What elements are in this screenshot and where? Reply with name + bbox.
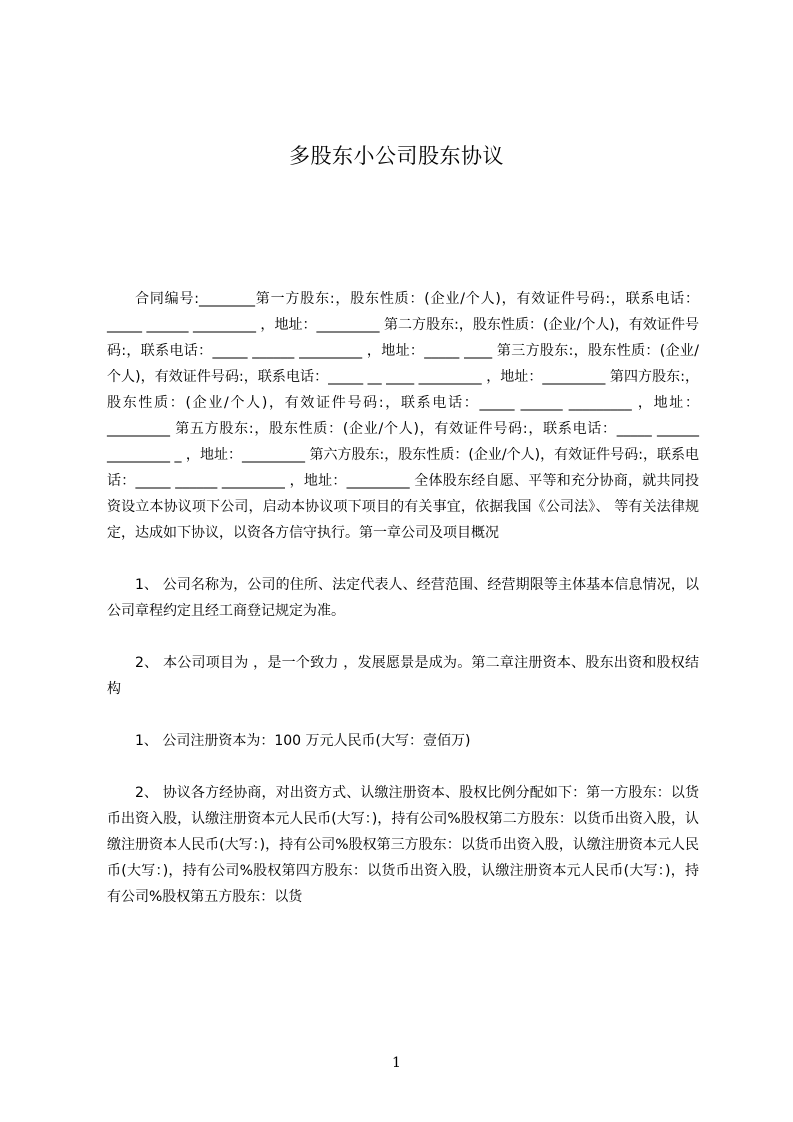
paragraph-project: 2、 本公司项目为 ，是一个致力 ，发展愿景是成为。第二章注册资本、股东出资和股权结构	[107, 655, 699, 697]
paragraph-parties: 合同编号:________第一方股东:，股东性质：(企业/个人)，有效证件号码:，联系电话：_____ ______ _________ ，地址：_________ 第二方股东:，股东性质：(企业/个人)，有效证件号码:，联系电话：_____ ______ _________ ，地址：_____ ____ 第三方股东:，股东性质：(企业/个人)，有效证件号码:，联系电话：_____ __ ____ _________ ，地址：_________ 第四方股东:，股东性质：(企业/个人)，有效证件号码:，联系电话：_____ ______ _________ ，地址：_________ 第五方股东:，股东性质：(企业/个人)，有效证件号码:，联系电话：_____ ______ _________ _ ，地址：_________ 第六方股东:，股东性质：(企业/个人)，有效证件号码:，联系电话：_____ ______ _________ ，地址：_________ 全体股东经自愿、平等和充分协商，就共同投资设立本协议项下公司，启动本协议项下项目的有关事宜，依据我国《公司法》、 等有关法律规定，达成如下协议，以资各方信守执行。第一章公司及项目概况	[107, 291, 699, 541]
page-number: 1	[392, 1055, 401, 1071]
paragraph-company-name: 1、 公司名称为，公司的住所、法定代表人、经营范围、经营期限等主体基本信息情况，以公司章程约定且经工商登记规定为准。	[107, 577, 699, 619]
document-title: 多股东小公司股东协议	[289, 144, 504, 168]
document-body	[107, 286, 699, 910]
paragraph-capital-contribution: 2、 协议各方经协商，对出资方式、认缴注册资本、股权比例分配如下：第一方股东：以货币出资入股，认缴注册资本元人民币(大写：)，持有公司%股权第二方股东：以货币出资入股，认缴注册资本人民币(大写：)，持有公司%股权第三方股东：以货币出资入股，认缴注册资本元人民币(大写：)，持有公司%股权第四方股东：以货币出资入股，认缴注册资本元人民币(大写：)，持有公司%股权第五方股东：以货	[107, 785, 699, 905]
paragraph-registered-capital: 1、 公司注册资本为：100 万元人民币(大写：壹佰万)	[135, 733, 471, 749]
